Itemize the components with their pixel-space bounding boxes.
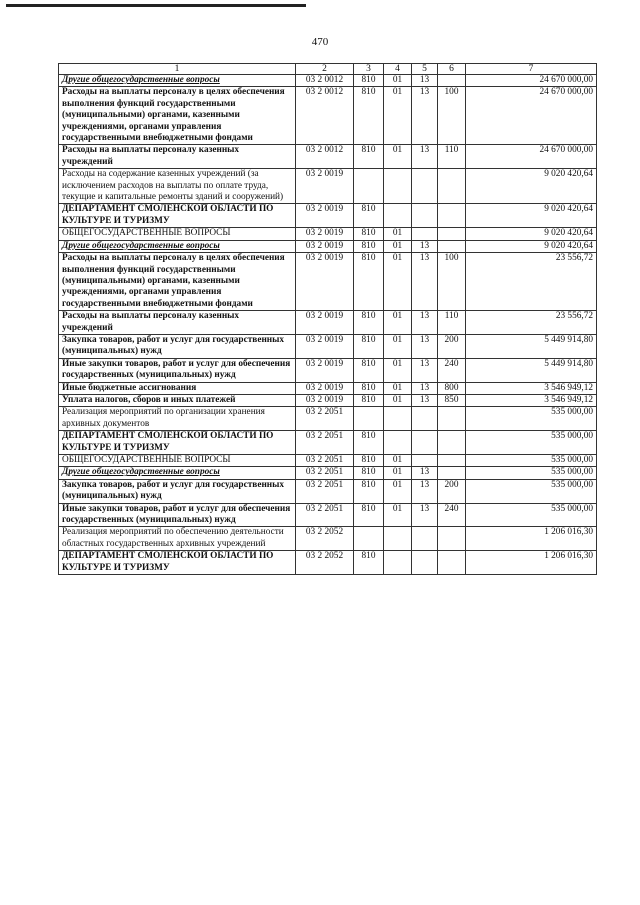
table-row [59, 394, 597, 406]
row-name-cell: Закупка товаров, работ и услуг для государственных (муниципальных) нужд [59, 334, 296, 358]
table-row [59, 311, 597, 335]
row-name-cell: Уплата налогов, сборов и иных платежей [59, 394, 296, 406]
row-code-cell: 03 2 0012 [296, 145, 354, 169]
row-name-cell: Другие общегосударственные вопросы [59, 240, 296, 252]
row-vid-cell [438, 228, 466, 240]
row-name-cell: ДЕПАРТАМЕНТ СМОЛЕНСКОЙ ОБЛАСТИ ПО КУЛЬТУРЕ И ТУРИЗМУ [59, 431, 296, 455]
table-row [59, 169, 597, 204]
row-vedom-cell: 810 [354, 431, 384, 455]
row-podrazdel-cell: 13 [412, 253, 438, 311]
budget-table [58, 63, 597, 575]
row-name-cell: ОБЩЕГОСУДАРСТВЕННЫЕ ВОПРОСЫ [59, 228, 296, 240]
row-razdel-cell: 01 [384, 334, 412, 358]
row-code-cell: 03 2 0019 [296, 204, 354, 228]
row-code-cell: 03 2 0019 [296, 240, 354, 252]
table-row [59, 382, 597, 394]
row-vid-cell: 800 [438, 382, 466, 394]
row-code-cell: 03 2 0019 [296, 228, 354, 240]
header-cell-vid: 6 [438, 64, 466, 75]
row-vedom-cell: 810 [354, 334, 384, 358]
table-row [59, 228, 597, 240]
table-body [59, 75, 597, 575]
row-podrazdel-cell: 13 [412, 382, 438, 394]
table-row [59, 358, 597, 382]
row-vedom-cell: 810 [354, 228, 384, 240]
row-vid-cell [438, 407, 466, 431]
row-podrazdel-cell: 13 [412, 503, 438, 527]
row-podrazdel-cell: 13 [412, 358, 438, 382]
table-row [59, 253, 597, 311]
row-sum-cell: 535 000,00 [466, 479, 597, 503]
row-sum-cell: 24 670 000,00 [466, 145, 597, 169]
row-podrazdel-cell: 13 [412, 311, 438, 335]
row-razdel-cell [384, 169, 412, 204]
row-sum-cell: 3 546 949,12 [466, 394, 597, 406]
table-row [59, 204, 597, 228]
top-rule [6, 4, 306, 7]
row-name-cell: Расходы на содержание казенных учреждений (за исключением расходов на выплаты по оплате труда, текущие и капитальные ремонты зданий и сооружений) [59, 169, 296, 204]
table-row [59, 503, 597, 527]
row-vid-cell: 100 [438, 253, 466, 311]
row-vedom-cell: 810 [354, 382, 384, 394]
row-razdel-cell: 01 [384, 503, 412, 527]
row-sum-cell: 9 020 420,64 [466, 204, 597, 228]
row-name-cell: Реализация мероприятий по организации хранения архивных документов [59, 407, 296, 431]
row-razdel-cell: 01 [384, 467, 412, 479]
header-cell-vedom: 3 [354, 64, 384, 75]
row-code-cell: 03 2 0019 [296, 382, 354, 394]
row-name-cell: Иные закупки товаров, работ и услуг для обеспечения государственных (муниципальных) нужд [59, 503, 296, 527]
row-podrazdel-cell [412, 431, 438, 455]
row-podrazdel-cell: 13 [412, 145, 438, 169]
row-vid-cell: 200 [438, 334, 466, 358]
row-sum-cell: 24 670 000,00 [466, 75, 597, 87]
row-name-cell: ДЕПАРТАМЕНТ СМОЛЕНСКОЙ ОБЛАСТИ ПО КУЛЬТУРЕ И ТУРИЗМУ [59, 204, 296, 228]
row-podrazdel-cell [412, 455, 438, 467]
row-code-cell: 03 2 2052 [296, 527, 354, 551]
row-name-cell: Иные бюджетные ассигнования [59, 382, 296, 394]
row-sum-cell: 1 206 016,30 [466, 551, 597, 575]
row-name-cell: Расходы на выплаты персоналу казенных учреждений [59, 145, 296, 169]
row-sum-cell: 9 020 420,64 [466, 169, 597, 204]
row-sum-cell: 535 000,00 [466, 431, 597, 455]
row-razdel-cell: 01 [384, 253, 412, 311]
row-vid-cell [438, 75, 466, 87]
header-cell-name: 1 [59, 64, 296, 75]
row-podrazdel-cell: 13 [412, 479, 438, 503]
row-code-cell: 03 2 2051 [296, 479, 354, 503]
row-razdel-cell: 01 [384, 382, 412, 394]
row-vid-cell [438, 204, 466, 228]
header-row [59, 64, 597, 75]
row-code-cell: 03 2 0019 [296, 334, 354, 358]
header-cell-sum: 7 [466, 64, 597, 75]
row-sum-cell: 9 020 420,64 [466, 240, 597, 252]
row-vedom-cell: 810 [354, 253, 384, 311]
row-vedom-cell: 810 [354, 455, 384, 467]
table-row [59, 467, 597, 479]
table-row [59, 240, 597, 252]
row-vedom-cell: 810 [354, 467, 384, 479]
row-code-cell: 03 2 0019 [296, 253, 354, 311]
row-razdel-cell: 01 [384, 240, 412, 252]
row-razdel-cell: 01 [384, 311, 412, 335]
row-sum-cell: 535 000,00 [466, 503, 597, 527]
row-sum-cell: 535 000,00 [466, 407, 597, 431]
row-code-cell: 03 2 2051 [296, 407, 354, 431]
row-code-cell: 03 2 2051 [296, 503, 354, 527]
table-row [59, 527, 597, 551]
row-vid-cell [438, 455, 466, 467]
row-vid-cell [438, 240, 466, 252]
row-vid-cell [438, 551, 466, 575]
row-code-cell: 03 2 0012 [296, 87, 354, 145]
row-vid-cell [438, 467, 466, 479]
row-name-cell: Реализация мероприятий по обеспечению деятельности областных государственных архивных учреждений [59, 527, 296, 551]
row-podrazdel-cell [412, 204, 438, 228]
row-razdel-cell: 01 [384, 394, 412, 406]
row-vedom-cell: 810 [354, 479, 384, 503]
row-razdel-cell: 01 [384, 75, 412, 87]
row-code-cell: 03 2 0019 [296, 169, 354, 204]
row-code-cell: 03 2 0019 [296, 394, 354, 406]
row-vedom-cell: 810 [354, 551, 384, 575]
row-vedom-cell: 810 [354, 311, 384, 335]
row-podrazdel-cell: 13 [412, 87, 438, 145]
row-podrazdel-cell [412, 527, 438, 551]
table-row [59, 334, 597, 358]
table-row [59, 551, 597, 575]
table-row [59, 407, 597, 431]
row-vedom-cell: 810 [354, 87, 384, 145]
row-vid-cell [438, 527, 466, 551]
row-vedom-cell: 810 [354, 204, 384, 228]
row-sum-cell: 5 449 914,80 [466, 358, 597, 382]
header-cell-podrazdel: 5 [412, 64, 438, 75]
row-vedom-cell [354, 169, 384, 204]
row-name-cell: Другие общегосударственные вопросы [59, 75, 296, 87]
row-razdel-cell: 01 [384, 87, 412, 145]
row-razdel-cell [384, 407, 412, 431]
row-razdel-cell [384, 551, 412, 575]
row-sum-cell: 535 000,00 [466, 455, 597, 467]
row-vid-cell: 110 [438, 311, 466, 335]
row-podrazdel-cell: 13 [412, 334, 438, 358]
row-code-cell: 03 2 0012 [296, 75, 354, 87]
row-code-cell: 03 2 2052 [296, 551, 354, 575]
row-name-cell: ОБЩЕГОСУДАРСТВЕННЫЕ ВОПРОСЫ [59, 455, 296, 467]
row-name-cell: Иные закупки товаров, работ и услуг для обеспечения государственных (муниципальных) нужд [59, 358, 296, 382]
row-name-cell: Расходы на выплаты персоналу в целях обеспечения выполнения функций государственными (муниципальными) органами, казенными учреждениями, органами управления государственными внебюджетными фондами [59, 87, 296, 145]
table-row [59, 75, 597, 87]
row-vid-cell: 850 [438, 394, 466, 406]
row-vedom-cell: 810 [354, 240, 384, 252]
row-vid-cell [438, 169, 466, 204]
row-razdel-cell [384, 431, 412, 455]
row-code-cell: 03 2 2051 [296, 455, 354, 467]
table-row [59, 431, 597, 455]
row-vid-cell: 200 [438, 479, 466, 503]
row-podrazdel-cell: 13 [412, 240, 438, 252]
row-podrazdel-cell: 13 [412, 75, 438, 87]
header-cell-razdel: 4 [384, 64, 412, 75]
row-vedom-cell: 810 [354, 145, 384, 169]
row-vedom-cell: 810 [354, 358, 384, 382]
row-vedom-cell: 810 [354, 503, 384, 527]
row-vedom-cell: 810 [354, 75, 384, 87]
row-code-cell: 03 2 2051 [296, 467, 354, 479]
row-razdel-cell: 01 [384, 228, 412, 240]
table-row [59, 145, 597, 169]
row-razdel-cell: 01 [384, 145, 412, 169]
table-row [59, 455, 597, 467]
row-vid-cell: 240 [438, 503, 466, 527]
row-name-cell: Расходы на выплаты персоналу казенных учреждений [59, 311, 296, 335]
row-vid-cell: 240 [438, 358, 466, 382]
row-sum-cell: 9 020 420,64 [466, 228, 597, 240]
row-razdel-cell [384, 204, 412, 228]
page-number: 470 [311, 36, 329, 48]
table-row [59, 479, 597, 503]
row-razdel-cell: 01 [384, 358, 412, 382]
row-podrazdel-cell [412, 228, 438, 240]
row-sum-cell: 1 206 016,30 [466, 527, 597, 551]
row-podrazdel-cell: 13 [412, 467, 438, 479]
row-razdel-cell: 01 [384, 455, 412, 467]
row-podrazdel-cell [412, 407, 438, 431]
row-podrazdel-cell [412, 551, 438, 575]
row-sum-cell: 24 670 000,00 [466, 87, 597, 145]
row-name-cell: Закупка товаров, работ и услуг для государственных (муниципальных) нужд [59, 479, 296, 503]
row-podrazdel-cell [412, 169, 438, 204]
row-name-cell: Другие общегосударственные вопросы [59, 467, 296, 479]
row-vid-cell [438, 431, 466, 455]
row-vid-cell: 110 [438, 145, 466, 169]
row-podrazdel-cell: 13 [412, 394, 438, 406]
row-code-cell: 03 2 2051 [296, 431, 354, 455]
row-code-cell: 03 2 0019 [296, 358, 354, 382]
row-vedom-cell [354, 527, 384, 551]
row-sum-cell: 23 556,72 [466, 311, 597, 335]
table-row [59, 87, 597, 145]
row-code-cell: 03 2 0019 [296, 311, 354, 335]
row-vid-cell: 100 [438, 87, 466, 145]
row-name-cell: ДЕПАРТАМЕНТ СМОЛЕНСКОЙ ОБЛАСТИ ПО КУЛЬТУРЕ И ТУРИЗМУ [59, 551, 296, 575]
row-vedom-cell [354, 407, 384, 431]
row-sum-cell: 535 000,00 [466, 467, 597, 479]
row-sum-cell: 3 546 949,12 [466, 382, 597, 394]
header-cell-code: 2 [296, 64, 354, 75]
row-name-cell: Расходы на выплаты персоналу в целях обеспечения выполнения функций государственными (муниципальными) органами, казенными учреждениями, органами управления государственными внебюджетными фондами [59, 253, 296, 311]
row-razdel-cell: 01 [384, 479, 412, 503]
row-razdel-cell [384, 527, 412, 551]
row-vedom-cell: 810 [354, 394, 384, 406]
row-sum-cell: 5 449 914,80 [466, 334, 597, 358]
row-sum-cell: 23 556,72 [466, 253, 597, 311]
